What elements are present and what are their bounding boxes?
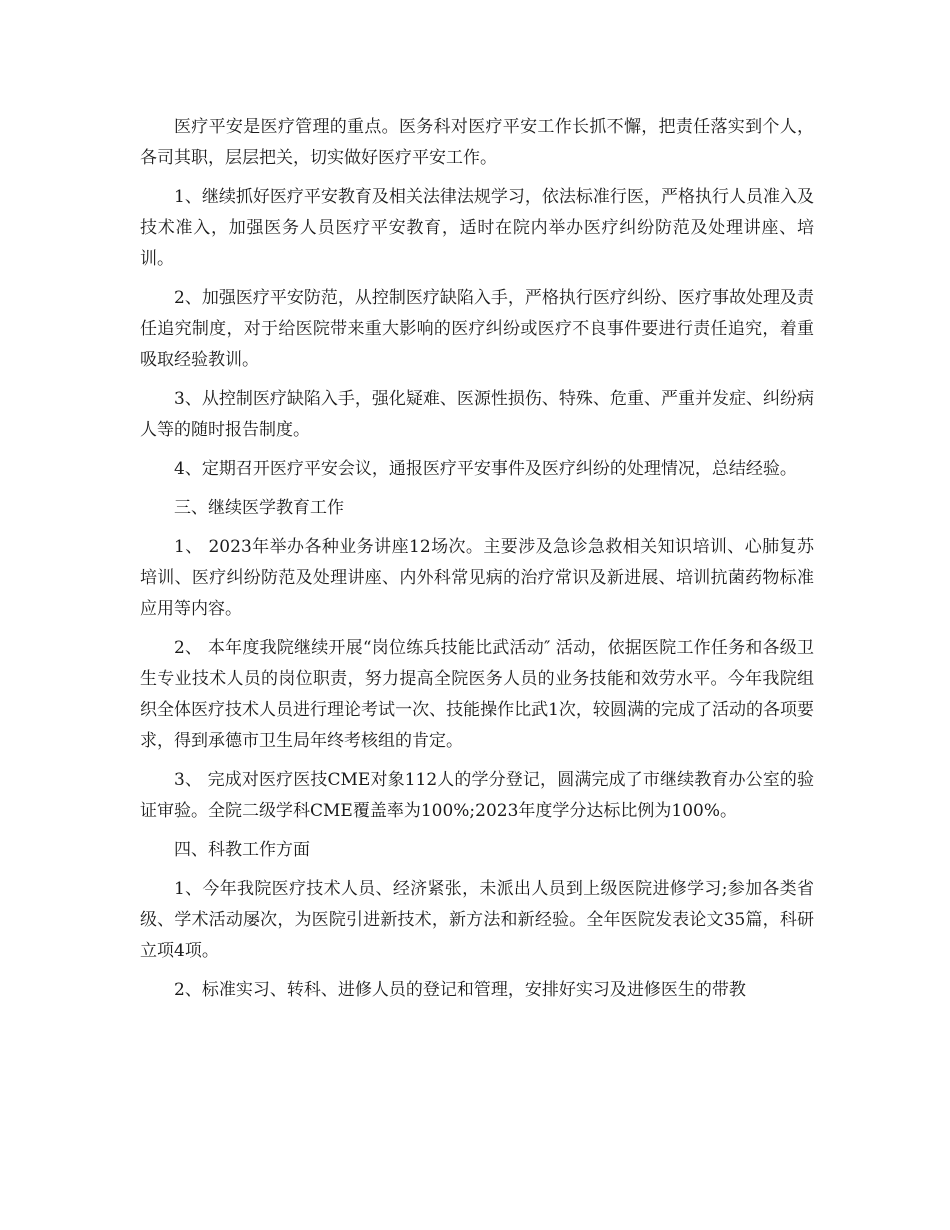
- section-heading-science-education: 四、科教工作方面: [174, 840, 310, 860]
- paragraph-education-item-1: 1、 2023年举办各种业务讲座12场次。主要涉及急诊急救相关知识培训、心肺复苏培训、医疗纠纷防范及处理讲座、内外科常见病的治疗常识及新进展、培训抗菌药物标准应用等内容。: [140, 537, 814, 619]
- paragraph-safety-item-1: 1、继续抓好医疗平安教育及相关法律法规学习，依法标准行医，严格执行人员准入及技术准入，加强医务人员医疗平安教育，适时在院内举办医疗纠纷防范及处理讲座、培训。: [140, 187, 814, 269]
- section-heading-continuing-education: 三、继续医学教育工作: [174, 498, 344, 518]
- paragraph-safety-item-3: 3、从控制医疗缺陷入手，强化疑难、医源性损伤、特殊、危重、严重并发症、纠纷病人等的随时报告制度。: [140, 389, 814, 440]
- document-body: [140, 112, 814, 1014]
- paragraph-education-item-3: 3、 完成对医疗医技CME对象112人的学分登记，圆满完成了市继续教育办公室的验证审验。全院二级学科CME覆盖率为100%;2023年度学分达标比例为100%。: [140, 770, 814, 821]
- paragraph-science-item-2: 2、标准实习、转科、进修人员的登记和管理，安排好实习及进修医生的带教: [174, 980, 746, 1000]
- paragraph-science-item-1: 1、今年我院医疗技术人员、经济紧张，未派出人员到上级医院进修学习;参加各类省级、学术活动屡次，为医院引进新技术，新方法和新经验。全年医院发表论文35篇，科研立项4项。: [140, 879, 814, 961]
- paragraph-safety-intro: 医疗平安是医疗管理的重点。医务科对医疗平安工作长抓不懈，把责任落实到个人，各司其职，层层把关，切实做好医疗平安工作。: [140, 117, 814, 168]
- paragraph-safety-item-2: 2、加强医疗平安防范，从控制医疗缺陷入手，严格执行医疗纠纷、医疗事故处理及责任追究制度，对于给医院带来重大影响的医疗纠纷或医疗不良事件要进行责任追究，着重吸取经验教训。: [140, 288, 814, 370]
- paragraph-education-item-2: 2、 本年度我院继续开展“岗位练兵技能比武活动″ 活动，依据医院工作任务和各级卫生专业技术人员的岗位职责，努力提高全院医务人员的业务技能和效劳水平。今年我院组织全体医疗技术人员进行理论考试一次、技能操作比武1次，较圆满的完成了活动的各项要求，得到承德市卫生局年终考核组的肯定。: [140, 638, 814, 751]
- paragraph-safety-item-4: 4、定期召开医疗平安会议，通报医疗平安事件及医疗纠纷的处理情况，总结经验。: [174, 459, 797, 479]
